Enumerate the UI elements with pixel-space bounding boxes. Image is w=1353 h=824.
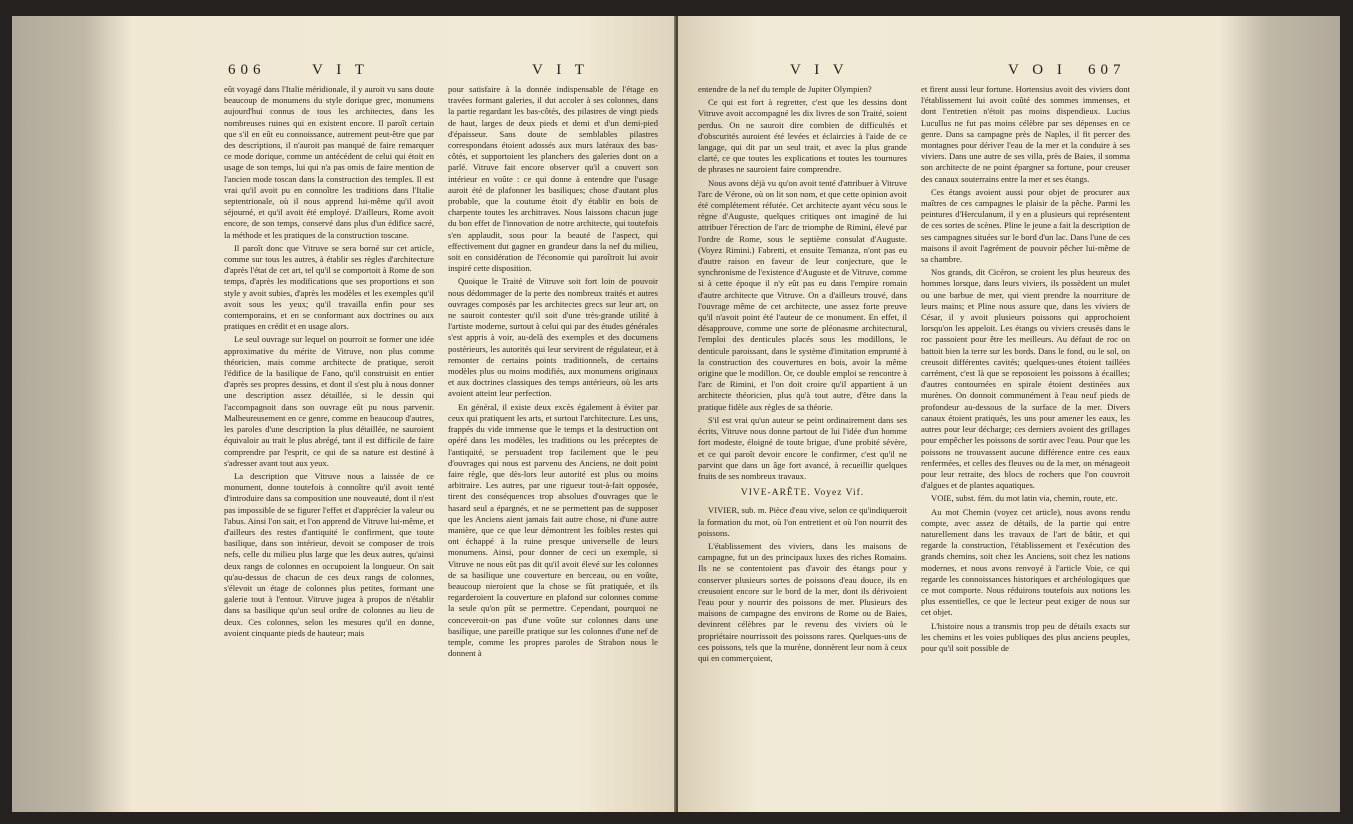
text-paragraph: En général, il existe deux excès également à éviter par ceux qui pratiquent les arts, et surtout l'architecture. Les uns, frappés du vide immense que le temps et la destruction ont opéré dans les modèles, les traditions ou les préceptes de l'antiquité, se persuadent trop facilement que le peu d'ouvrages qui nous est parvenu des Anciens, ne doit point faire règle, que dès-lors leur autorité est plus ou moins arbitraire. Les autres, par une rigueur tout-à-fait opposée, tirent des conséquences trop absolues d'ouvrages que le hasard seul a épargnés, et ne se permettent pas de supposer que les Anciens aient jamais fait autre chose, ni d'une autre manière, que ce que leur démontrent les foibles restes qui ont échappé à la ruine presque universelle de leurs monumens. Ainsi, pour donner de ceci un exemple, si Vitruve ne nous eût pas dit qu'il avoit élevé sur les colonnes de sa basilique une couverture en berceau, ou en voûte, beaucoup nieroient que la chose se fût pratiquée, et ils regarderoient la couverture en plafond sur colonnes comme la seule qu'on pût se permettre. Cependant, pourquoi ne conceveroit-on pas d'une voûte sur colonnes dans une basilique, une pareille pratique sur les colonnes d'une nef de temple, comme les propres paroles de Strabon nous le donnent à (448, 401, 658, 659)
text-paragraph: L'histoire nous a transmis trop peu de détails exacts sur les chemins et les voies publiques des plus anciens peuples, pour qu'il soit possible de (921, 620, 1130, 653)
text-paragraph: Ce qui est fort à regretter, c'est que les dessins dont Vitruve avoit accompagné les dix livres de son Traité, soient perdus. On ne sauroit dire combien de difficultés et d'obscurités auroient été levées et éclaircies à l'aide de ce langage, qui dit par un seul trait, et avec la plus grande clarté, ce que toutes les explications et toutes les tournures de phrases ne sauroient faire comprendre. (698, 97, 907, 175)
right-running-head-1: V I V (790, 62, 849, 78)
text-paragraph: pour satisfaire à la donnée indispensable de l'étage en travées formant galeries, il dut accoler à ses colonnes, dans la partie regardant les bas-côtés, des pilastres de vingt pieds de haut, larges de deux pieds et demi et d'un demi-pied d'épaisseur. Sans doute de semblables pilastres correspondans étoient adossés aux murs latéraux des bas-côtés, et supportoient les planchers des galeries dont on a parlé. Vitruve fait encore observer qu'il a couvert son intérieur en voûte : ce qui donne à entendre que l'usage auroit été de plafonner les basiliques; chose d'autant plus probable, que la coutume étoit d'y établir en bois de charpente toutes les architraves. Nous laissons chacun juge du bon effet de l'innovation de notre architecte, qui toutefois s'en applaudit, sous pour la beauté de l'aspect, qui effectivement dut gagner en grandeur dans la nef du milieu, soit en considération de l'économie qui paroîtroit lui avoir inspiré cette disposition. (448, 84, 658, 274)
right-page (678, 16, 1340, 812)
text-paragraph: Au mot Chemin (voyez cet article), nous avons rendu compte, avec assez de détails, de la partie qui entre naturellement dans les travaux de l'art de bâtir, et qui regarde la construction, l'établissement et l'exécution des grands chemins, soit chez les Anciens, soit chez les nations modernes, et nous avons renvoyé à l'article Voie, ce qui regarde les connoissances historiques et archéologiques que ce mot comporte. Nous réduirons toutefois aux notions les plus essentielles, ce que le lecteur peut exiger de nous sur cet objet. (921, 506, 1130, 618)
text-paragraph: Nos grands, dit Cicéron, se croient les plus heureux des hommes lorsque, dans leurs viviers, ils possèdent un mulet ou une barbue de mer, qui vient prendre la nourriture de leurs mains; et Pline nous assure que, dans les viviers de César, il y avoit plusieurs poissons qui approchoient lorsqu'on les appeloit. Les étangs ou viviers creusés dans le roc passoient pour être les meilleurs. Au défaut de roc on battoit bien la terre sur les bords. Dans le fond, ou le sol, on creusoit différentes cavités; quelques-unes étoient taillées carrément, c'est là que se reposoient les poissons à écailles; d'autres contournées en spirale étoient destinées aux murènes. On donnoit communément à l'eau neuf pieds de profondeur au-dessous de la surface de la mer. Divers canaux étoient pratiqués, les uns pour amener les eaux, les autres pour leur décharge; ces derniers avoient des grillages pour empêcher les poissons de sortir avec l'eau. Pour que les poissons ne trouvassent aucune différence entre ces eaux renfermées, et celles des fleuves ou de la mer, on ménageoit pour leur retraite, des blocs de rochers que l'on couvroit d'algues et de plantes aquatiques. (921, 267, 1130, 491)
right-running-head-2: V O I (1008, 62, 1067, 78)
text-paragraph: Nous avons déjà vu qu'on avoit tenté d'attribuer à Vitruve l'arc de Vérone, où on lit son nom, et que cette opinion avoit été complétement réfutée. Cet architecte ayant vécu sous le règne d'Auguste, quelques critiques ont imaginé de lui attribuer l'érection de l'arc de triomphe de Rimini, élevé par l'ordre de Rome, sous le septième consulat d'Auguste. (Voyez Rimini.) Fabretti, et ensuite Temanza, n'ont pas eu d'autre raison en faveur de leur conjecture, que le synchronisme de l'existence d'Auguste et de Vitruve, comme si à cette époque il n'y eût pas eu dans l'empire romain d'autre architecte que Vitruve. On a d'ailleurs trouvé, dans l'ouvrage même de cet architecte, une assez forte preuve qu'il n'avoit point été l'auteur de ce monument. En effet, il désapprouve, comme une sorte de pléonasme architectural, l'emploi des denticules placés sous les modillons, le denticule paroissant, dans le système d'imitation emprunté à la construction des couvertures en bois, avoir la même origine que le modillon. Or, ce double emploi se rencontre à l'arc de Rimini, et l'on doit croire qu'il appartient à un architecte théoricien, plus qu'à tout autre, d'être dans la pratique fidèle aux règles de sa théorie. (698, 177, 907, 412)
left-running-head-2: V I T (532, 62, 589, 78)
text-paragraph: entendre de la nef du temple de Jupiter Olympien? (698, 84, 872, 94)
left-column-2 (448, 84, 658, 804)
text-paragraph: Le seul ouvrage sur lequel on pourroit se former une idée approximative du mérite de Vitruve, non plus comme théoricien, mais comme architecte de pratique, seroit l'édifice de la basilique de Fano, qu'il construisit en entier d'après ses propres dessins, et dont il s'est plu à nous donner une description assez détaillée, si le dessin qui l'accompagnoit dans son ouvrage eût pu nous parvenir. Malheureusement en ce genre, comme en beaucoup d'autres, les paroles d'une description la plus détaillée, ne sauroient équivaloir au trait le plus abrégé, tant il est difficile de faire comprendre par l'esprit, ce qui de sa nature est destiné à s'adresser avant tout aux yeux. (224, 334, 434, 468)
right-column-2 (921, 84, 1130, 804)
text-paragraph: et firent aussi leur fortune. Hortensius avoit des viviers dont l'établissement lui avoit coûté des sommes immenses, et dont l'entretien n'étoit pas moins dispendieux. Lucius Lucullus ne fut pas moins célèbre par ses dépenses en ce genre. Dans sa campagne près de Naples, il fit percer des montagnes pour dériver l'eau de la mer et la conduire à ses viviers. Dans une autre de ses villa, près de Baies, il somma son architecte de ne point épargner sa fortune, pour creuser des canaux souterrains entre la mer et ses étangs. (921, 84, 1130, 184)
text-paragraph: Il paroît donc que Vitruve se sera borné sur cet article, comme sur tous les autres, à établir ses règles d'architecture d'après l'état de cet art, tel qu'il se comportoit à Rome de son temps, d'après les modifications que ses proportions et son style y avoit subies, d'après les modèles et les exemples qu'il avoit sous les yeux; qu'il travailla enfin pour ses contemporains, et en se conformant aux doctrines ou aux pratiques en crédit et en usage alors. (224, 242, 434, 332)
text-paragraph: L'établissement des viviers, dans les maisons de campagne, fut un des principaux luxes des riches Romains. Ils ne se contentoient pas d'avoir des étangs pour y conserver plusieurs sortes de poissons d'eau douce, ils en creusoient encore sur le bord de la mer, dont ils dérivoient l'eau pour y nourrir des poissons de mer. Plusieurs des maisons de campagne des environs de Rome ou de Baies, devinrent célèbres par le revenu des viviers où le propriétaire nourrissoit des poissons rares. Quelques-uns de ces poissons, tels que la murène, donnèrent leur nom à ceux qui en commerçoient, (698, 540, 907, 663)
text-paragraph: eût voyagé dans l'Italie méridionale, il y auroit vu sans doute beaucoup de monumens du style dorique grec, monumens aujourd'hui connus de tous les architectes, dans les nombreuses ruines qui en existent encore. Il paroît certain que s'il en eût eu connoissance, autrement peut-être que par des descriptions, il n'auroit pas manqué de faire remarquer ce mode dorique, comme un antécédent de celui qui étoit en usage de son temps, lui qui n'a pas omis de faire mention de l'ancien mode toscan dans la construction des temples. Il est vrai qu'il avoit pu en connoître les traditions dans l'Italie septentrionale, où il nous apprend lui-même qu'il avoit séjourné, et qu'il avoit été employé. D'ailleurs, Rome avoit encore, de son temps, conservé dans plus d'un édifice sacré, la méthode et les pratiques de la construction toscane. (224, 84, 434, 240)
text-paragraph: VOIE, subst. fém. du mot latin via, chemin, route, etc. (931, 493, 1118, 504)
left-column-1 (224, 84, 434, 804)
right-column-1 (698, 84, 907, 804)
left-page-shadow (12, 16, 132, 812)
left-page-number: 606 (228, 62, 266, 78)
text-paragraph: VIVIER, sub. m. Pièce d'eau vive, selon ce qu'indiqueroit la formation du mot, où l'on entretient et où l'on nourrit des poissons. (698, 505, 907, 538)
right-page-number: 607 (1088, 62, 1126, 78)
left-running-head-1: V I T (312, 62, 369, 78)
entry-heading: VIVE-ARÊTE. Voyez Vif. (740, 488, 865, 499)
left-page (12, 16, 676, 812)
text-paragraph: S'il est vrai qu'un auteur se peint ordinairement dans ses écrits, Vitruve nous donne partout de lui l'idée d'un homme fort modeste, éloigné de toute brigue, d'une probité sévère, et ce qui paroît devoir encore le confirmer, c'est qu'il ne parvint que dans un âge fort avancé, à recueillir quelques fruits de ses nombreux travaux. (698, 414, 907, 481)
right-page-shadow (1220, 16, 1340, 812)
text-paragraph: La description que Vitruve nous a laissée de ce monument, donne toutefois à connoître qu'il avoit tenté d'introduire dans sa composition une nouveauté, dont il n'est pas impossible de se figurer l'effet et d'apprécier la valeur ou l'abus. Ainsi l'on sait, et l'on apprend de Vitruve lui-même, et d'ailleurs des restes d'antiquité le confirment, que toute basilique, dans son intérieur, devoit se composer de trois nefs, celle du milieu plus large que les deux autres, qu'ainsi deux rangs de colonnes en occupoient la longueur. On sait qu'au-dessus de chacun de ces deux rangs de colonnes, s'élevoit un étage de colonnes plus petites, formant une galerie tout à l'entour. Vitruve jugea à propos de n'établir dans sa basilique qu'un seul ordre de colonnes au lieu de deux. Ces colonnes, selon les mesures qu'il en donne, avoient cinquante pieds de hauteur; mais (224, 470, 434, 638)
text-paragraph: Ces étangs avoient aussi pour objet de procurer aux maîtres de ces campagnes le plaisir de la pêche. Parmi les peintures d'Herculanum, il y en a plusieurs qui représentent de ces sortes de scènes. Pline le jeune a fait la description de ses campagnes situées sur le bord d'un lac. Dans l'une de ces maisons il avoit l'agrément de pouvoir pêcher lui-même de sa chambre. (921, 186, 1130, 265)
text-paragraph: Quoique le Traité de Vitruve soit fort loin de pouvoir nous dédommager de la perte des nombreux traités et autres ouvrages composés par les architectes grecs sur leur art, on ne sauroit contester qu'il soit d'une très-grande utilité à l'artiste moderne, surtout à celui qui par des études générales s'est appris à voir, au-delà des exemples et des documens postérieurs, les autorités qui leur servirent de régulateur, et à remonter de certains points traditionnels, de certains modèles plus ou moins modifiés, aux monumens originaux et aux doctrines classiques des temps antérieurs, où les arts avoient atteint leur perfection. (448, 276, 658, 399)
